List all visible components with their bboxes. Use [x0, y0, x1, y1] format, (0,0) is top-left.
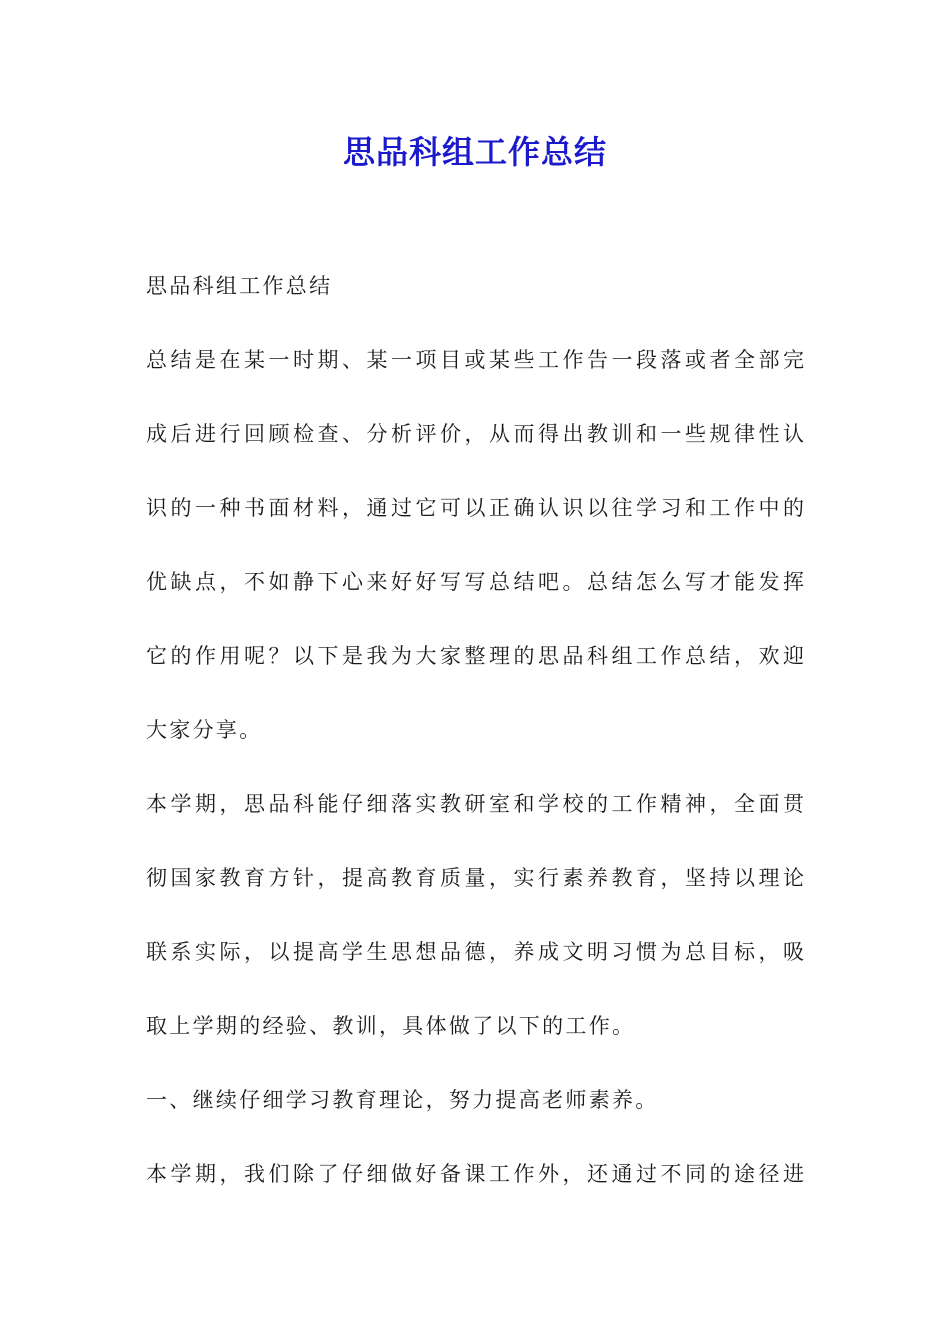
- intro-line-1: 总结是在某一时期、某一项目或某些工作告一段落或者全部完: [146, 348, 808, 372]
- intro-line-5: 它的作用呢？以下是我为大家整理的思品科组工作总结，欢迎: [146, 644, 808, 668]
- para2-line-2: 彻国家教育方针，提高教育质量，实行素养教育，坚持以理论: [146, 866, 808, 890]
- document-title: 思品科组工作总结: [342, 133, 607, 171]
- para2-line-1: 本学期，思品科能仔细落实教研室和学校的工作精神，全面贯: [146, 792, 808, 816]
- para2-line-3: 联系实际，以提高学生思想品德，养成文明习惯为总目标，吸: [146, 940, 808, 964]
- section1-heading: 一、继续仔细学习教育理论，努力提高老师素养。: [146, 1088, 659, 1112]
- para3-line-1: 本学期，我们除了仔细做好备课工作外，还通过不同的途径进: [146, 1162, 808, 1186]
- intro-line-3: 识的一种书面材料，通过它可以正确认识以往学习和工作中的: [146, 496, 808, 520]
- document-body: [146, 262, 808, 1224]
- intro-line-6: 大家分享。: [146, 718, 263, 742]
- body-subtitle: 思品科组工作总结: [146, 274, 333, 298]
- para2-line-4: 取上学期的经验、教训，具体做了以下的工作。: [146, 1014, 636, 1038]
- intro-line-2: 成后进行回顾检查、分析评价，从而得出教训和一些规律性认: [146, 422, 808, 446]
- intro-line-4: 优缺点，不如静下心来好好写写总结吧。总结怎么写才能发挥: [146, 570, 808, 594]
